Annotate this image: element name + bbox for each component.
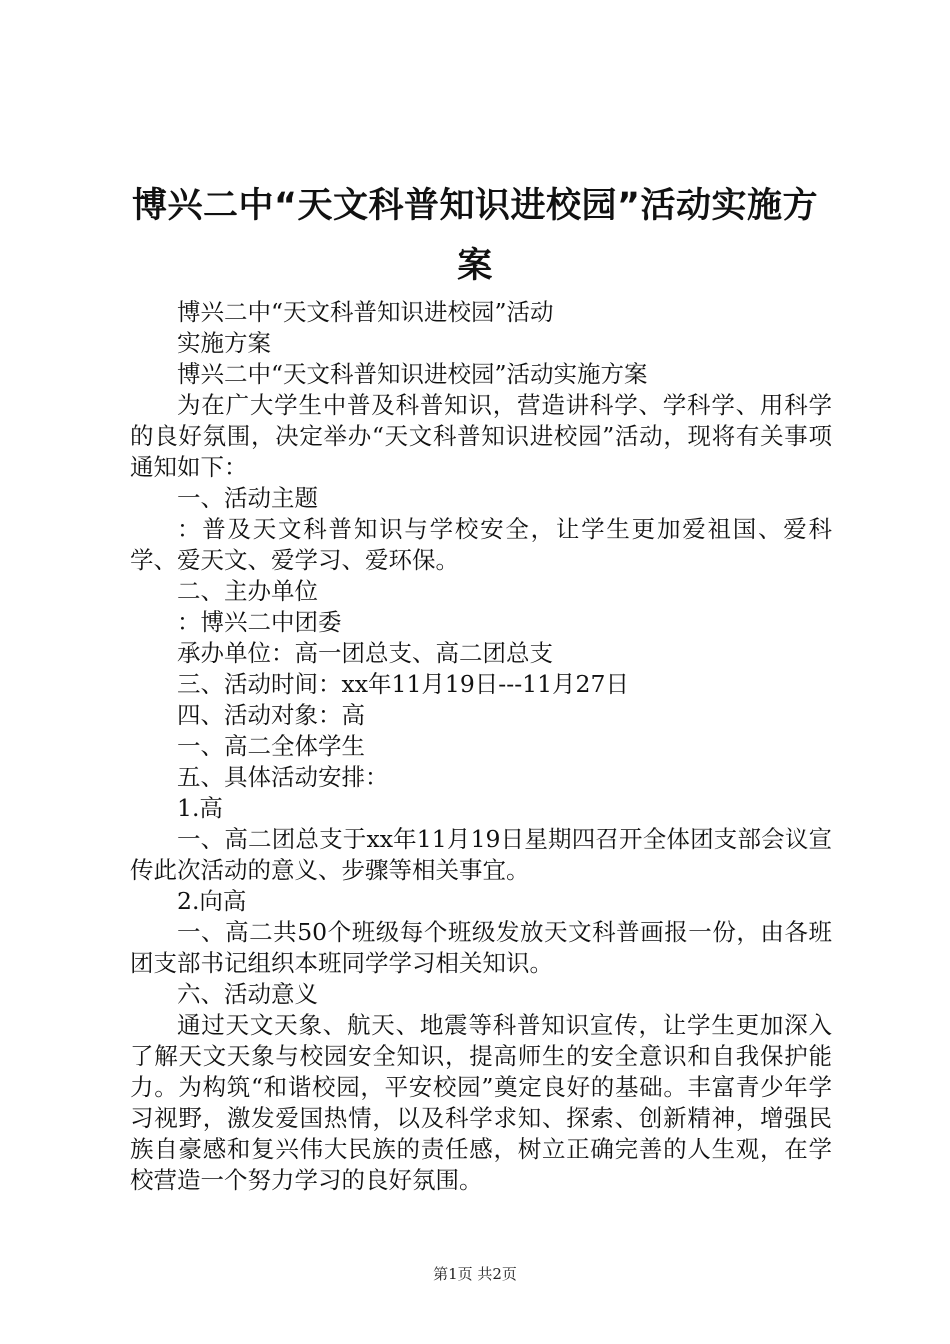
paragraph: ：博兴二中团委 [177,608,342,636]
section-heading: 三、活动时间：xx年11月19日---11月27日 [177,670,629,698]
paragraph: 一、高二全体学生 [177,732,365,760]
paragraph: 一、高二团总支于xx年11月19日星期四召开全体团支部会议宣传此次活动的意义、步骤等相关事宜。 [130,825,832,884]
paragraph: 为在广大学生中普及科普知识，营造讲科学、学科学、用科学的良好氛围，决定举办“天文科普知识进校园”活动，现将有关事项通知如下： [130,391,832,481]
section-heading: 四、活动对象：高 [177,701,365,729]
section-heading: 二、主办单位 [177,577,318,605]
page-footer: 第1页 共2页 [433,1265,517,1283]
paragraph: 一、高二共50个班级每个班级发放天文科普画报一份，由各班团支部书记组织本班同学学习相关知识。 [130,918,832,977]
document-body [130,297,832,1196]
section-heading: 一、活动主题 [177,484,318,512]
section-heading: 五、具体活动安排： [177,763,389,791]
paragraph: 通过天文天象、航天、地震等科普知识宣传，让学生更加深入了解天文天象与校园安全知识，提高师生的安全意识和自我保护能力。为构筑“和谐校园，平安校园”奠定良好的基础。丰富青少年学习视野，激发爱国热情，以及科学求知、探索、创新精神，增强民族自豪感和复兴伟大民族的责任感，树立正确完善的人生观，在学校营造一个努力学习的良好氛围。 [130,1011,832,1194]
paragraph: 博兴二中“天文科普知识进校园”活动 [177,298,554,326]
paragraph: 承办单位：高一团总支、高二团总支 [177,639,553,667]
list-item: 1.高 [177,794,223,822]
list-item: 2.向高 [177,887,247,915]
paragraph: 实施方案 [177,329,271,357]
document-title: 博兴二中“天文科普知识进校园”活动实施方案 [131,186,818,286]
section-heading: 六、活动意义 [177,980,318,1008]
paragraph: ：普及天文科普知识与学校安全，让学生更加爱祖国、爱科学、爱天文、爱学习、爱环保。 [130,515,832,574]
paragraph: 博兴二中“天文科普知识进校园”活动实施方案 [177,360,648,388]
